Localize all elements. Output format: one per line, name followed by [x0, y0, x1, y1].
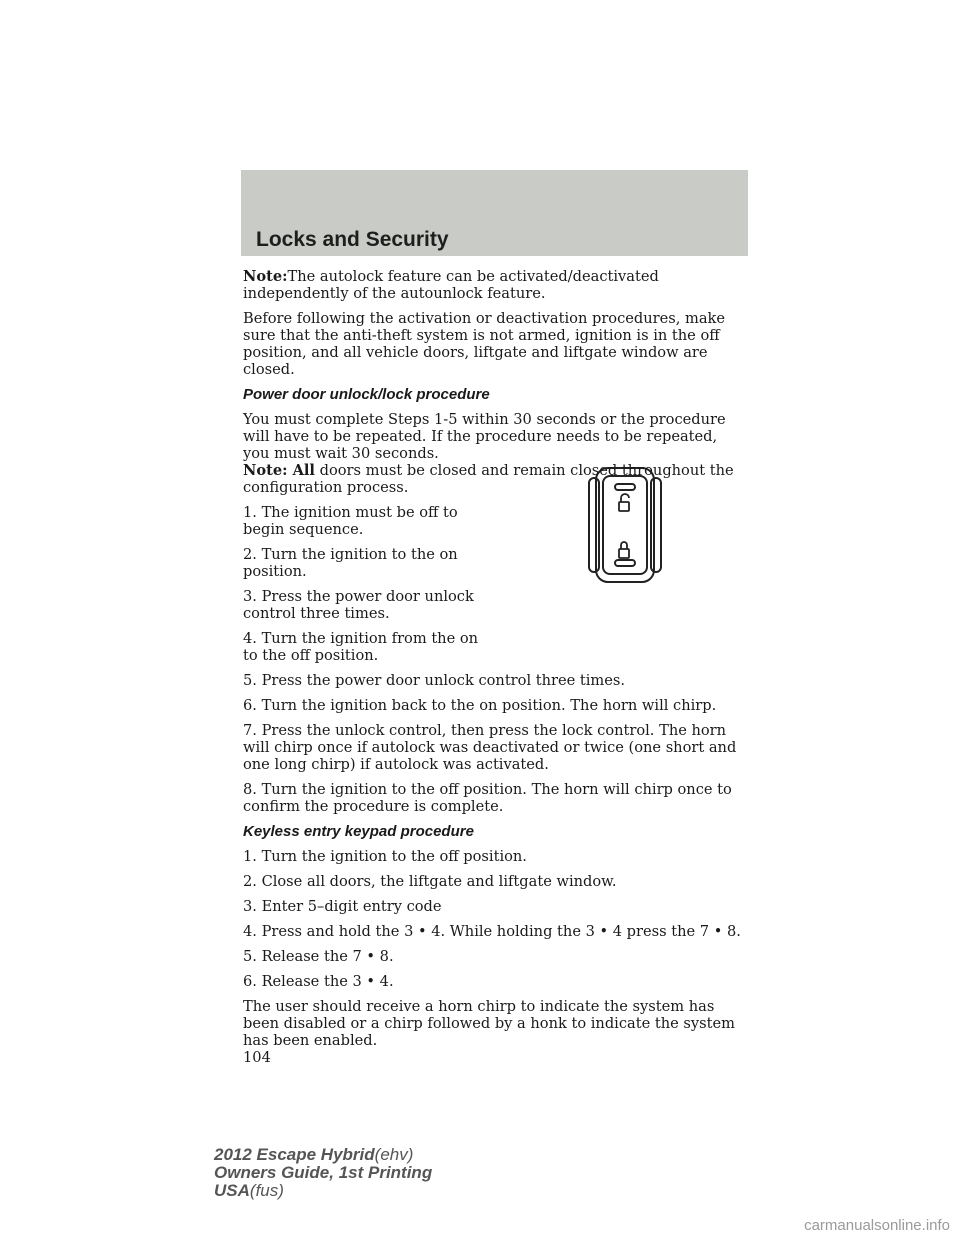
power-door-heading: Power door unlock/lock procedure [243, 386, 490, 403]
keyless-step: 2. Close all doors, the liftgate and liftgate window. [243, 873, 617, 890]
keyless-step: 4. Press and hold the 3 • 4. While holding the 3 • 4 press the 7 • 8. [243, 923, 741, 940]
note-autolock: Note:The autolock feature can be activated/deactivated independently of the autounlock feature. [243, 268, 659, 302]
page-content [243, 268, 743, 1074]
footer-line-region: USA(fus) [214, 1181, 284, 1200]
keyless-step: 3. Enter 5–digit entry code [243, 898, 442, 915]
keyless-outro: The user should receive a horn chirp to indicate the system has been disabled or a chirp followed by a honk to indicate the system has been enabled. [243, 998, 735, 1049]
footer-line-model: 2012 Escape Hybrid(ehv) [214, 1145, 414, 1164]
power-door-intro: You must complete Steps 1-5 within 30 seconds or the procedure will have to be repeated. If the procedure needs to be repeated, you must wait 30 seconds. [243, 411, 726, 462]
power-door-step: 6. Turn the ignition back to the on position. The horn will chirp. [243, 697, 717, 714]
keyless-step: 6. Release the 3 • 4. [243, 973, 394, 990]
section-header [241, 170, 748, 256]
power-door-step: 4. Turn the ignition from the on to the off position. [243, 630, 479, 664]
before-following-paragraph: Before following the activation or deactivation procedures, make sure that the anti-theft system is not armed, ignition is in the off position, and all vehicle doors, liftgate and liftgate window are closed. [243, 310, 726, 378]
keyless-step: 5. Release the 7 • 8. [243, 948, 394, 965]
power-door-step: 7. Press the unlock control, then press the lock control. The horn will chirp once if autolock was deactivated or twice (one short and one long chirp) if autolock was activated. [243, 722, 737, 773]
section-title: Locks and Security [256, 228, 449, 251]
power-door-step: 3. Press the power door unlock control three times. [243, 588, 474, 622]
keyless-heading: Keyless entry keypad procedure [243, 823, 474, 840]
power-door-step: 1. The ignition must be off to begin sequence. [243, 504, 458, 538]
footer-print-info [214, 1146, 432, 1200]
watermark: carmanualsonline.info [804, 1217, 950, 1234]
power-door-note: Note: All doors must be closed and remain closed throughout the configuration process. [243, 462, 734, 496]
page-number: 104 [243, 1049, 271, 1066]
power-door-step: 2. Turn the ignition to the on position. [243, 546, 458, 580]
power-door-step: 5. Press the power door unlock control three times. [243, 672, 626, 689]
power-door-step: 8. Turn the ignition to the off position. The horn will chirp once to confirm the procedure is complete. [243, 781, 732, 815]
footer-line-guide: Owners Guide, 1st Printing [214, 1163, 433, 1182]
keyless-step: 1. Turn the ignition to the off position. [243, 848, 527, 865]
